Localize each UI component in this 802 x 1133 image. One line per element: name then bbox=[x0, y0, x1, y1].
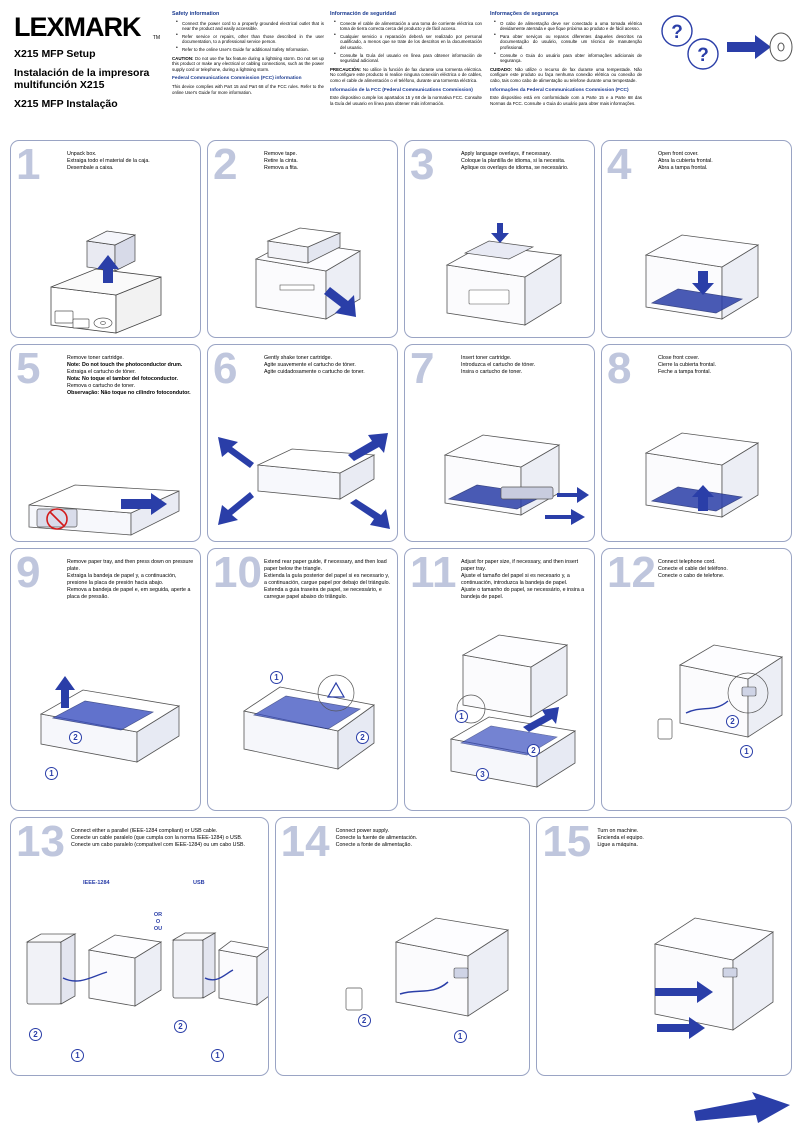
step-text bbox=[658, 355, 785, 376]
step-number: 12 bbox=[607, 548, 656, 597]
step-line-pt: Remova a fita. bbox=[264, 165, 299, 171]
step-line-en: Gently shake toner cartridge. bbox=[264, 355, 333, 361]
step-card-8 bbox=[601, 344, 792, 542]
step-line-es: Agite suavemente el cartucho de tóner. bbox=[264, 362, 356, 368]
step-number: 8 bbox=[607, 344, 632, 393]
step-line-es: Retire la cinta. bbox=[264, 158, 298, 164]
caution-label-en: CAUTION: bbox=[172, 55, 194, 61]
wall-jack bbox=[658, 719, 672, 739]
safety-bullet: • Cualquier servicio o reparación deberá ser realizado por personal cualificado, a menos que se trate de los descritos en la documentación del usuario. bbox=[336, 34, 482, 51]
step-number: 3 bbox=[410, 140, 435, 189]
callout-2: 2 bbox=[29, 1028, 42, 1041]
safety-caution-pt bbox=[490, 67, 642, 84]
step-line-en: Connect power supply. bbox=[335, 828, 390, 834]
step-line-pt: Ligue a máquina. bbox=[597, 842, 638, 848]
step-line-es: Extraiga todo el material de la caja. bbox=[67, 158, 150, 164]
fcc-heading-en: Federal Communications Commission (FCC) information bbox=[172, 76, 302, 82]
step-text bbox=[71, 828, 262, 849]
step-illustration-insert-toner bbox=[405, 405, 594, 541]
step-line-pt: Estenda a guia traseira de papel, se necessário, e carregue papel abaixo do triângulo. bbox=[264, 587, 382, 600]
safety-bullet: • Connect the power cord to a properly grounded electrical outlet that is near the product and easily accessible. bbox=[178, 21, 324, 32]
step-card-6 bbox=[207, 344, 398, 542]
step-number: 10 bbox=[213, 548, 262, 597]
caution-label-pt: CUIDADO: bbox=[490, 66, 512, 72]
safety-heading-en: Safety information bbox=[172, 11, 220, 17]
arrow-up-left-icon bbox=[218, 437, 254, 468]
step-line-pt: Agite cuidadosamente o cartucho de toner. bbox=[264, 369, 365, 375]
setup-steps-grid bbox=[10, 140, 792, 1082]
callout-1: 1 bbox=[454, 1030, 467, 1043]
steps-row-3 bbox=[10, 548, 792, 811]
page-title bbox=[14, 48, 174, 117]
callout-2: 2 bbox=[174, 1020, 187, 1033]
safety-bullet: • O cabo de alimentação deve ser conectado a uma tomada elétrica devidamente aterrada e que fique próxima ao produto e de fácil acesso. bbox=[496, 21, 642, 32]
callout-2: 2 bbox=[726, 715, 739, 728]
step-line-en: Extend rear paper guide, if necessary, and then load paper below the triangle. bbox=[264, 559, 387, 572]
step-line-en: Remove toner cartridge. bbox=[67, 355, 124, 361]
step-line-pt: Conecte um cabo paralelo (compatível com IEEE-1284) ou um cabo USB. bbox=[71, 842, 246, 848]
lexmark-logo bbox=[14, 12, 160, 42]
step-text bbox=[264, 559, 391, 601]
step-card-4 bbox=[601, 140, 792, 338]
step-number: 14 bbox=[280, 817, 330, 866]
step-line-es: Extraiga el cartucho de tóner. bbox=[67, 369, 136, 375]
step-card-7 bbox=[404, 344, 595, 542]
step-text bbox=[67, 355, 194, 397]
step-line-es: Cierre la cubierta frontal. bbox=[658, 362, 716, 368]
step-number: 5 bbox=[16, 344, 41, 393]
step-number: 2 bbox=[213, 140, 238, 189]
step-line-es: Conecte la fuente de alimentación. bbox=[335, 835, 418, 841]
safety-column-es bbox=[330, 12, 482, 109]
step-number: 11 bbox=[410, 548, 457, 597]
step-illustration-open-front-cover bbox=[602, 195, 791, 337]
step-line-pt: Remova a bandeja de papel e, em seguida, aperte a placa de pressão. bbox=[67, 587, 191, 600]
or-en: OR bbox=[153, 912, 163, 918]
step-line-es: Extraiga la bandeja de papel y, a continuación, presione la placa de presión hacia abajo. bbox=[67, 573, 177, 586]
step-line-es: Conecte el cable del teléfono. bbox=[658, 566, 728, 572]
step-number: 9 bbox=[16, 548, 41, 597]
callout-2: 2 bbox=[527, 744, 540, 757]
step-note-es: Nota: No toque el tambor del fotoconductor. bbox=[67, 376, 178, 382]
step-text bbox=[264, 355, 391, 376]
callout-2: 2 bbox=[358, 1014, 371, 1027]
step-text bbox=[461, 151, 588, 172]
safety-bullet: • Conecte el cable de alimentación a una toma de corriente eléctrica con toma de tierra correcta cerca del producto y de fácil acceso. bbox=[336, 21, 482, 32]
step-card-12 bbox=[601, 548, 792, 811]
step-line-en: Unpack box. bbox=[67, 151, 97, 157]
fcc-body-es: Este dispositivo cumple los apartados 15 y 68 de la normativa FCC. Consulte la Guía del usuario en línea para obtener más información. bbox=[330, 95, 482, 106]
step-line-en: Open front cover. bbox=[658, 151, 699, 157]
arrow-down-left-icon bbox=[218, 492, 254, 525]
callout-1: 1 bbox=[740, 745, 753, 758]
step-card-15 bbox=[536, 817, 792, 1076]
bottom-arrow-icon bbox=[692, 1091, 792, 1127]
steps-row-2 bbox=[10, 344, 792, 542]
step-line-pt: Ajuste o tamanho do papel, se necessário, e insira a bandeja de papel. bbox=[461, 587, 585, 600]
step-line-en: Remove paper tray, and then press down on pressure plate. bbox=[67, 559, 194, 572]
or-es: O bbox=[155, 919, 161, 925]
step-line-es: Conecte un cable paralelo (que cumpla con la norma IEEE-1284) o USB. bbox=[71, 835, 243, 841]
step-number: 6 bbox=[213, 344, 238, 393]
step-line-pt: Remova o cartucho de toner. bbox=[67, 383, 136, 389]
callout-1: 1 bbox=[71, 1049, 84, 1062]
callout-1: 1 bbox=[211, 1049, 224, 1062]
step-illustration-language-overlay bbox=[405, 195, 594, 337]
step-line-en: Connect either a parallel (IEEE-1284 compliant) or USB cable. bbox=[71, 828, 218, 834]
title-es: Instalación de la impresora multifunción X215 bbox=[14, 67, 150, 91]
svg-text:?: ? bbox=[697, 45, 709, 66]
fcc-body-pt: Este dispositivo está em conformidade com a Parte 15 e a Parte 68 das Normas da FCC. Consulte o Guia do usuário para obter mais informações. bbox=[490, 95, 642, 106]
caution-body-es: No utilice la función de fax durante una tormenta eléctrica. No configure este producto ni realice ninguna conexión eléctrica o de cables, como el cable de alimentación o el teléfono, durante una tormenta eléctrica. bbox=[330, 66, 482, 83]
step-number: 1 bbox=[16, 140, 41, 189]
step-line-en: Close front cover. bbox=[658, 355, 700, 361]
arrow-right-icon bbox=[727, 35, 771, 59]
step-text bbox=[658, 559, 785, 580]
steps-row-4 bbox=[10, 817, 792, 1076]
step-card-10 bbox=[207, 548, 398, 811]
step-text bbox=[264, 151, 391, 172]
callout-1: 1 bbox=[270, 671, 283, 684]
step-number: 7 bbox=[410, 344, 435, 393]
step-illustration-unpack-box bbox=[11, 195, 200, 337]
logo-text: LEXMARK bbox=[14, 12, 141, 42]
step-illustration-remove-tape bbox=[208, 195, 397, 337]
step-card-5 bbox=[10, 344, 201, 542]
step-line-en: Adjust for paper size, if necessary, and then insert paper tray. bbox=[461, 559, 579, 572]
step-card-2 bbox=[207, 140, 398, 338]
safety-column-en bbox=[172, 12, 324, 98]
svg-text:?: ? bbox=[671, 22, 683, 43]
step-card-11 bbox=[404, 548, 595, 811]
safety-caution-es bbox=[330, 67, 482, 84]
fcc-body-en: This device complies with Part 15 and Part 68 of the FCC rules. Refer to the online User's Guide for more information. bbox=[172, 83, 324, 95]
step-card-3 bbox=[404, 140, 595, 338]
step-line-pt: Desembale a caixa. bbox=[67, 165, 114, 171]
step-text bbox=[658, 151, 785, 172]
safety-bullet: • Consulte o Guia do usuário para obter informações adicionais de segurança. bbox=[496, 53, 642, 64]
step-illustration-connect-cable bbox=[11, 906, 268, 1075]
step-card-9 bbox=[10, 548, 201, 811]
steps-row-1 bbox=[10, 140, 792, 338]
step-card-14 bbox=[275, 817, 531, 1076]
fcc-heading-es: Información de la FCC (Federal Communications Commission) bbox=[330, 87, 473, 93]
safety-bullet: • Para obter serviços ou reparos diferentes daqueles descritos na documentação do usuário, consulte um técnico de manutenção profissional. bbox=[496, 34, 642, 51]
safety-caution-en bbox=[172, 56, 324, 73]
safety-bullets-en bbox=[172, 21, 324, 53]
step-card-1 bbox=[10, 140, 201, 338]
step-line-en: Apply language overlays, if necessary. bbox=[461, 151, 551, 157]
wall-outlet bbox=[346, 988, 362, 1010]
safety-bullet: • Refer service or repairs, other than those described in the user documentation, to a professional service person. bbox=[178, 34, 324, 45]
title-pt: X215 MFP Instalação bbox=[14, 98, 118, 110]
fcc-heading-pt: Informações da Federal Communications Commission (FCC) bbox=[490, 87, 629, 93]
step-line-en: Remove tape. bbox=[264, 151, 297, 157]
trademark-mark: TM bbox=[152, 35, 160, 41]
callout-1: 1 bbox=[45, 767, 58, 780]
step-line-en: Insert toner cartridge. bbox=[461, 355, 512, 361]
step-line-pt: Abra a tampa frontal. bbox=[658, 165, 708, 171]
callout-2: 2 bbox=[69, 731, 82, 744]
step-illustration-close-front-cover bbox=[602, 405, 791, 541]
help-illustration bbox=[655, 14, 795, 84]
step-text bbox=[336, 828, 524, 849]
arrow-down-right-icon bbox=[350, 499, 390, 529]
step-illustration-connect-power bbox=[276, 906, 530, 1075]
power-inlet bbox=[454, 968, 468, 978]
callout-1: 1 bbox=[455, 710, 468, 723]
step-number: 4 bbox=[607, 140, 632, 189]
step-card-13 bbox=[10, 817, 269, 1076]
step-line-es: Coloque la plantilla de idioma, si la necesita. bbox=[461, 158, 566, 164]
step-line-pt: Feche a tampa frontal. bbox=[658, 369, 711, 375]
or-pt: OU bbox=[153, 926, 163, 932]
safety-bullet: • Consulte la Guía del usuario en línea para obtener información de seguridad adicional. bbox=[336, 53, 482, 64]
safety-heading-pt: Informações de segurança bbox=[490, 11, 559, 17]
step-text bbox=[461, 355, 588, 376]
step-line-pt: Insira o cartucho de toner. bbox=[461, 369, 523, 375]
power-switch bbox=[723, 968, 737, 977]
step-line-en: Connect telephone cord. bbox=[658, 559, 716, 565]
step-line-es: Ajuste el tamaño del papel si es necesario y, a continuación, introduzca la bandeja de papel. bbox=[461, 573, 570, 586]
phone-jack bbox=[742, 687, 756, 696]
callout-2: 2 bbox=[356, 731, 369, 744]
title-en: X215 MFP Setup bbox=[14, 48, 96, 60]
arrow-left-icon-2 bbox=[545, 509, 585, 525]
toner-cartridge bbox=[501, 487, 553, 499]
step-text bbox=[67, 559, 194, 601]
step-number: 15 bbox=[542, 817, 592, 866]
step-illustration-turn-on bbox=[537, 896, 791, 1075]
callout-3: 3 bbox=[476, 768, 489, 781]
safety-bullet: • Refer to the online User's Guide for additional Safety Information. bbox=[178, 47, 324, 53]
safety-bullets-es bbox=[330, 21, 482, 64]
step-text bbox=[67, 151, 194, 172]
step-number: 13 bbox=[16, 817, 65, 866]
arrow-down-icon bbox=[491, 223, 509, 243]
step-note-en: Note: Do not touch the photoconductor drum. bbox=[67, 362, 183, 368]
step-text bbox=[597, 828, 785, 849]
step-text bbox=[461, 559, 588, 601]
step-line-es: Extienda la guía posterior del papel si es necesario y, a continuación, cargue papel por debajo del triángulo. bbox=[264, 573, 391, 586]
step-illustration-paper-tray bbox=[11, 644, 200, 810]
safety-column-pt bbox=[490, 12, 642, 109]
page-header bbox=[0, 0, 802, 132]
step-line-es: Introduzca el cartucho de tóner. bbox=[461, 362, 536, 368]
step-illustration-remove-toner bbox=[11, 465, 200, 541]
step-note-pt: Observação: Não toque no cilindro fotocondutor. bbox=[67, 390, 191, 396]
step-line-en: Turn on machine. bbox=[597, 828, 639, 834]
step-illustration-shake-toner bbox=[208, 425, 397, 541]
step-line-pt: Conecte a fonte de alimentação. bbox=[335, 842, 412, 848]
step-illustration-load-paper bbox=[208, 649, 397, 810]
caution-body-en: Do not use the fax feature during a lightning storm. Do not set up this product or make any electrical or cabling connections, such as the power supply cord or telephone, during a lightning storm. bbox=[172, 55, 324, 72]
caution-label-es: PRECAUCIÓN: bbox=[330, 66, 361, 72]
caution-body-pt: Não utilize o recurso de fax durante uma tempestade. Não configure este produto ou faça nenhuma conexão elétrica ou conexão de cabo, tais como cabo de alimentação ou telefone durante uma tempestade. bbox=[490, 66, 642, 83]
label-usb: USB bbox=[193, 880, 205, 886]
safety-heading-es: Información de seguridad bbox=[330, 11, 396, 17]
label-ieee-1284: IEEE-1284 bbox=[83, 880, 110, 886]
step-illustration-telephone-cord bbox=[602, 627, 791, 810]
step-line-pt: Aplique os overlays de idioma, se necessário. bbox=[461, 165, 569, 171]
triangle-mark-icon bbox=[328, 683, 344, 697]
step-line-es: Abra la cubierta frontal. bbox=[658, 158, 713, 164]
step-line-es: Encienda el equipo. bbox=[597, 835, 644, 841]
safety-bullets-pt bbox=[490, 21, 642, 64]
arrow-left-icon bbox=[557, 487, 589, 503]
step-line-pt: Conecte o cabo de telefone. bbox=[658, 573, 725, 579]
step-illustration-insert-tray bbox=[405, 631, 594, 810]
